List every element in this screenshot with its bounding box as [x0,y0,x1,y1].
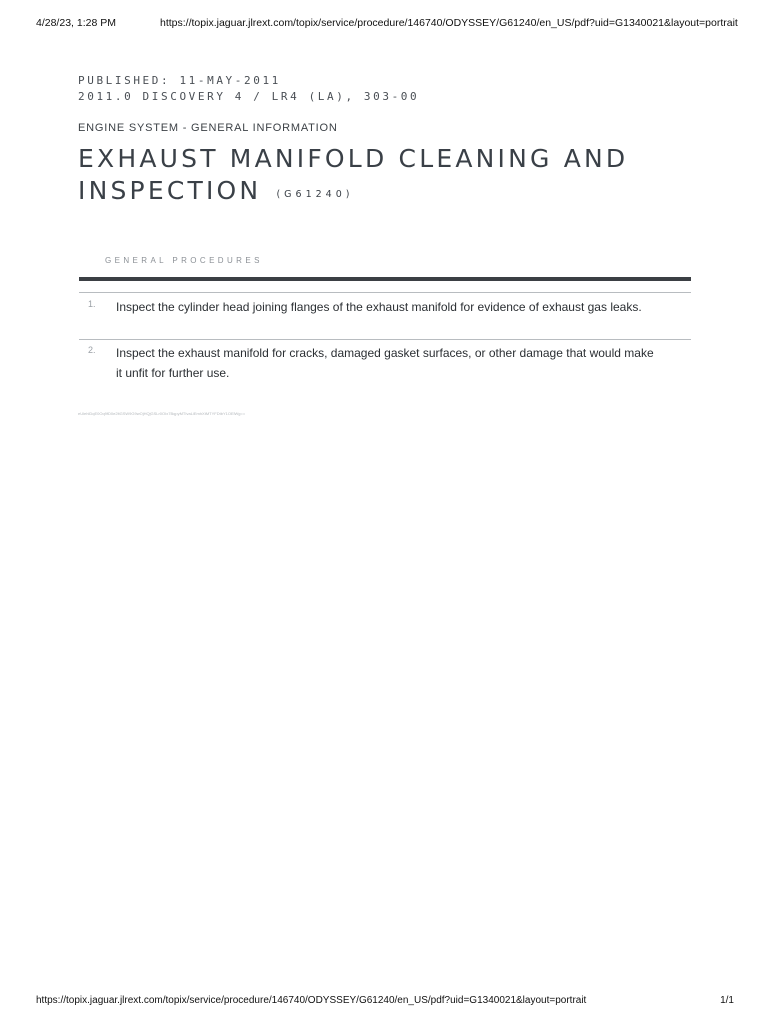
step-text: Inspect the exhaust manifold for cracks, damaged gasket surfaces, or other damage that would make it unfit for further use. [116,346,654,380]
print-header [36,17,738,31]
footer-url: https://topix.jaguar.jlrext.com/topix/service/procedure/146740/ODYSSEY/G61240/en_US/pdf?uid=G1340021&layout=portrait [36,995,587,1006]
step-text: Inspect the cylinder head joining flanges of the exhaust manifold for evidence of exhaust gas leaks. [116,300,642,314]
print-footer [36,995,734,1009]
page-number: 1/1 [720,995,734,1006]
document-meta [78,73,419,105]
procedure-code: (G61240) [276,189,354,200]
vehicle-info: 2011.0 DISCOVERY 4 / LR4 (LA), 303-00 [78,90,420,103]
page-title [78,143,698,211]
procedure-divider [79,277,691,281]
document-hash: eUlehlDqE0Oq9fD0e2ltGSW9G9wOjHQjGSLr0OIx7BqpyMTIvaLiEmhXtMTYFDtbY1OElWg== [78,411,246,416]
published-date: PUBLISHED: 11-MAY-2011 [78,74,281,87]
section-label: ENGINE SYSTEM - GENERAL INFORMATION [78,122,338,134]
title-text: EXHAUST MANIFOLD CLEANING AND INSPECTION [78,144,629,205]
step-divider [79,339,691,340]
step-number: 2. [88,345,96,355]
step-number: 1. [88,299,96,309]
step-divider [79,292,691,293]
print-datetime: 4/28/23, 1:28 PM [36,17,116,29]
print-url: https://topix.jaguar.jlrext.com/topix/service/procedure/146740/ODYSSEY/G61240/en_US/pdf?uid=G1340021&layout=portrait [160,17,738,29]
procedure-heading: GENERAL PROCEDURES [105,256,263,265]
